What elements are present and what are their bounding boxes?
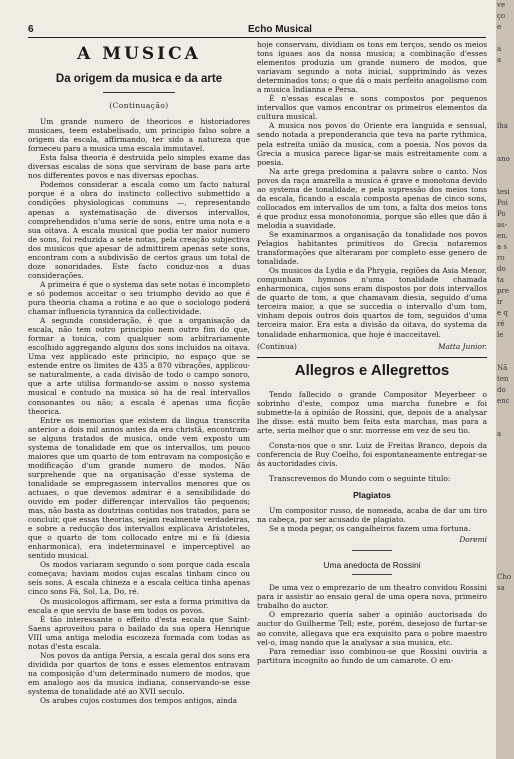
paragraph: Um grande numero de theoricos e historiadores musicaes, teem estabelisado, um principio falso sobre a origem da escala, affirmando, ter sido a natureza que forneceu para a musica uma escala immutavel. [28, 117, 250, 154]
right-column [257, 40, 487, 665]
edge-fragment [496, 143, 514, 154]
running-head [28, 24, 486, 38]
plagiatos-signature: Doremi [459, 535, 487, 545]
edge-fragment [496, 407, 514, 418]
edge-fragment: ço [497, 12, 506, 20]
edge-fragment: ten [497, 375, 509, 383]
article-masthead: A MUSICA [77, 44, 201, 64]
edge-fragment: sa [497, 584, 505, 592]
paragraph: Entre os memorias que existem da lingua transcrita anterior a dois mil annos antes da era christã, encontram-se alguns tratados de musica, onde vem exposto um systema de tonalidade em que os intervallos, um pouco maiores que um quarto de tom entravam na composição e modificação d'um grande numero de modos. Não surprehende que na organisação d'esse systema de tonalidade se empregassem intervallos menores que os actuaes, o que devemos admirar é a sensibilidade do ouvido em poder differençar intervallos tão pequenos; mas, não basta as doutrinas contidas nos tratados, para se concluir, que essas theorias, sejam realmente verdadeiras, e sobre a reducção dos intervallos explicava Aristoteles, que o quarto de tom collocado entre mi e fá (diesia enharmonica), era indeterminavel e imperceptivel ao sentido musical. [28, 415, 250, 561]
edge-fragment [496, 462, 514, 473]
edge-fragment: Poi [497, 199, 508, 207]
edge-fragment [496, 649, 514, 660]
edge-fragment [496, 88, 514, 99]
edge-fragment [496, 352, 514, 363]
paragraph: Consta-nos que o snr. Luiz de Freitas Branco, depois da conferencia de Ruy Coelho, foi espontaneamente entregar-se ás auctoridades civis. [257, 440, 487, 468]
edge-fragment: a s [497, 243, 507, 251]
section-title: Allegros e Allegrettos [294, 361, 450, 379]
edge-fragment: Cho [497, 573, 512, 581]
paragraph: Transcrevemos do Mundo com o seguinte titulo: [269, 473, 451, 483]
edge-fragment [496, 539, 514, 550]
edge-fragment: ta [497, 276, 504, 284]
edge-fragment [496, 418, 514, 429]
edge-fragment: e q [497, 309, 508, 317]
continues-label: (Continua) [257, 341, 297, 351]
edge-fragment [496, 660, 514, 671]
edge-fragment [496, 495, 514, 506]
edge-fragment: a [497, 45, 502, 53]
edge-fragment: do [497, 265, 506, 273]
section-rule [257, 357, 487, 358]
page-number: 6 [28, 24, 34, 35]
paragraph: Um compositor russo, de nomeada, acaba de dar um tiro na cabeça, por ser acusado de plagiato. [257, 506, 487, 525]
paragraph: hoje conservam, dividiam os tons em terços, sendo os meios tons iguaes aos da nossa musica; a combinação d'esses elementos produzia um grande numero de modos, que variavam segundo a nota inicial, supprimindo ás vezes determinados tons; o que dá o mais perfeito anagolismo com a musica Indianna e Persa. [257, 40, 487, 95]
edge-fragment: as- [497, 221, 508, 229]
edge-fragment [496, 517, 514, 528]
edge-fragment: pre [497, 287, 509, 295]
edge-fragment: e [497, 23, 502, 31]
plagiatos-title: Plagiatos [353, 490, 391, 501]
edge-fragment [496, 484, 514, 495]
adjacent-page-edge [496, 0, 514, 759]
edge-fragment: ano [497, 155, 510, 163]
edge-fragment: en. [497, 232, 508, 240]
anecdote-title: Uma anedocta de Rossini [323, 560, 421, 571]
paragraph: Na arte grega predomina a palavra sobre o canto. Nos povos da raça amarella a musica é grave e monotona devido ao systema de tonalidade, e pela supressão dos meios tons da escala, ficando a escala composta apenas de cinco sons, collocados em intervallos de um tom, a falta dos meios tons é que produz essa monotonomia, porque são elles que dão á melodia a suavidade. [257, 166, 487, 230]
edge-fragment [496, 110, 514, 121]
header-rule [28, 37, 486, 38]
paragraph: É n'essas escalas e sons compostos por pequenos intervallos que vamos encontrar os primeiros elementos da cultura musical. [257, 94, 487, 122]
edge-fragment [496, 528, 514, 539]
edge-fragment: ir [497, 298, 503, 306]
paragraph: Para remediar isso combinou-se que Rossini ouviria a partitura incognito ao fundo de um camarote. O em- [257, 646, 487, 665]
edge-fragment: ré [497, 320, 505, 328]
edge-fragment: Nã [497, 364, 508, 372]
edge-fragment [496, 638, 514, 649]
edge-fragment [496, 77, 514, 88]
edge-fragment: tesi [497, 188, 510, 196]
edge-fragment: a [497, 56, 502, 64]
continuation-label: (Continuação) [109, 101, 169, 110]
paragraph: Tendo fallecido o grande Compositor Meyerbeer o sobrinho d'este, compoz uma marcha funebre e foi submette-la á opinião de Rossini, que, depois de a analysar lhe disse: está muito bem feita esta marchas, mas para a arte, seria melhor que o snr. morresse em vez de seu tio. [257, 389, 487, 435]
paragraph: De uma vez o emprezario de um theatro convidou Rossini para ir assistir ao ensaio geral de uma opera nova, primeiro trabalho do auctor. [257, 583, 487, 611]
paragraph: A primeira é que o systema das sete notas é incompleto e só podemos acceitar o seu triumpho devido ao que é pura theoria chama a rotina e ao que o sociologo poderá chamar influencia tyrannica da collectividade. [28, 279, 250, 317]
journal-title: Echo Musical [248, 24, 312, 35]
edge-fragment: do [497, 386, 506, 394]
edge-fragment [496, 506, 514, 517]
paragraph: É tão interessante o effeito d'esta escala que Saint-Saens aproveitou para o bailado da sua opera Henrique VIII uma antiga melodia escozeza formada com todas as notas d'esta escala. [28, 614, 250, 651]
left-column [28, 40, 250, 705]
edge-fragment: Po [497, 210, 506, 218]
paragraph: Se examinarmos a organisação da tonalidade nos povos Pelagios habitantes primitivos do Grecia notaremos transformações que alteraram por completo esse genero de tonalidade. [257, 229, 487, 267]
edge-fragment [496, 341, 514, 352]
author-signature: Matta Junior. [437, 341, 487, 351]
edge-fragment [496, 627, 514, 638]
edge-fragment: ro [497, 254, 505, 262]
edge-fragment [496, 176, 514, 187]
article-subtitle: Da origem da musica e da arte [55, 73, 223, 85]
subtitle-rule [103, 92, 175, 93]
edge-fragment [496, 165, 514, 176]
edge-fragment [496, 99, 514, 110]
edge-fragment [496, 594, 514, 605]
edge-fragment: le [497, 331, 504, 339]
article-footer [257, 342, 487, 351]
paragraph: Os modos variaram segundo o som porque cada escala começava; haviam modos cujas escalas tinham cinco ou seis sons. A escala chineza e a escala celtica tinha apenas cinco sons Fá, Sol, La, Do, ré. [28, 560, 250, 597]
paragraph: Os musicos da Lydia e da Phrygia, regiões da Asia Menor, compunham hymnos n'uma tonalidade chamada enharmonica, cujos sons eram dispostos por dois intervallos de quarto de tom, a que chamavam diesia, seguido d'uma terceira maior, a que se succedia o intervallo d'um tom, vinham depois outros dois quartos de tom, seguidos d'uma terceira maior. Era esta a divisão da oitava, do systema da tonalidade enharmonica, que hoje é inacceitavel. [257, 266, 487, 339]
edge-fragment [496, 451, 514, 462]
edge-fragment [496, 33, 514, 44]
paragraph: O emprezario queria saber a opinião auctorisada do auctor do Guilherme Tell; este, porém, desejoso de furtar-se ao convite, allegava que era exquisito para o pobre maestro vel-o, imag nando que la analysar a sua musica, etc. [257, 610, 487, 647]
paragraph: Nos povos da antiga Persia, a escala geral dos sons era dividida por quartos de tons e esses elementos entravam na composição d'um determinado numero de modos, que em analogo aos da musica indiana, conservando-se esse systema de tonalidade até ao XVII seculo. [28, 650, 250, 696]
edge-fragment [496, 66, 514, 77]
edge-fragment [496, 473, 514, 484]
edge-fragment [496, 605, 514, 616]
edge-fragment [496, 440, 514, 451]
edge-fragment: a [497, 430, 502, 438]
edge-fragment [496, 561, 514, 572]
paragraph: Os arabes cujos costumes dos tempos antigos, ainda [40, 696, 238, 706]
paragraph: Podemos considerar a escala como um facto natural porque é a obra do instincto collectivo submettido a condições physiologicas communs —, representando apenas a systematisação de diversos intervallos, comprehendidos n'uma serie de sons, entre uma nota e a sua oitava. A escala musical que podia ter maior numero de sons, foi reduzida a sete notas, pela creação subjectiva dos musicos que apesar de admittirem apenas sete sons, encontram com a subdivisão de certos graus um total de doze sonoridades. Este facto conduz-nos a duas considerações. [28, 180, 250, 280]
edge-fragment [496, 616, 514, 627]
paragraph: Se a moda pegar, os cangalheiros fazem uma fortuna. [269, 524, 471, 534]
paragraph: A segunda consideração, é que a organisação da escala, não tem outro principio nem outro fim do que, formar a tonica, com qualquer som arbitrariamente escolhido aggregando alguns dos sons incluidos na oitava. Uma vez applicado este principio, no espaço que se estende entre os limites de 435 a 870 vibrações, applicou-se naturalmente, a cada divisão de todo o campo sonoro, que a arte utilisa formando-se assim o nosso systema musical e contudo na musica só ha de real intervallos consonantes ou não; a escala é apenas uma ficção theorica. [28, 316, 250, 416]
edge-fragment: ve [497, 1, 506, 9]
divider-rule [352, 550, 392, 551]
paragraph: A musica nos povos do Oriente era languida e sensual, sendo notada a preponderancia que teva na parte rythmica, pela estreita união da musica, com a poesia. Nos povos da Grecia a musica parece ligar-se mais estreitamente com a poesia. [257, 121, 487, 167]
paragraph: Esta falsa theoria é destruida pelo simples exame das diversas escalas de sons que serviram de base para arte nos differentes povos e nas diversas epochas. [28, 153, 250, 181]
divider-rule [352, 574, 392, 575]
edge-fragment [496, 550, 514, 561]
paragraph: Os musicologos affirmam, ser esta a forma primitiva da escala e que serviu de base em todos os povos. [28, 596, 250, 615]
edge-fragment: enc [497, 397, 510, 405]
edge-fragment [496, 132, 514, 143]
edge-fragment: lha [497, 122, 508, 130]
